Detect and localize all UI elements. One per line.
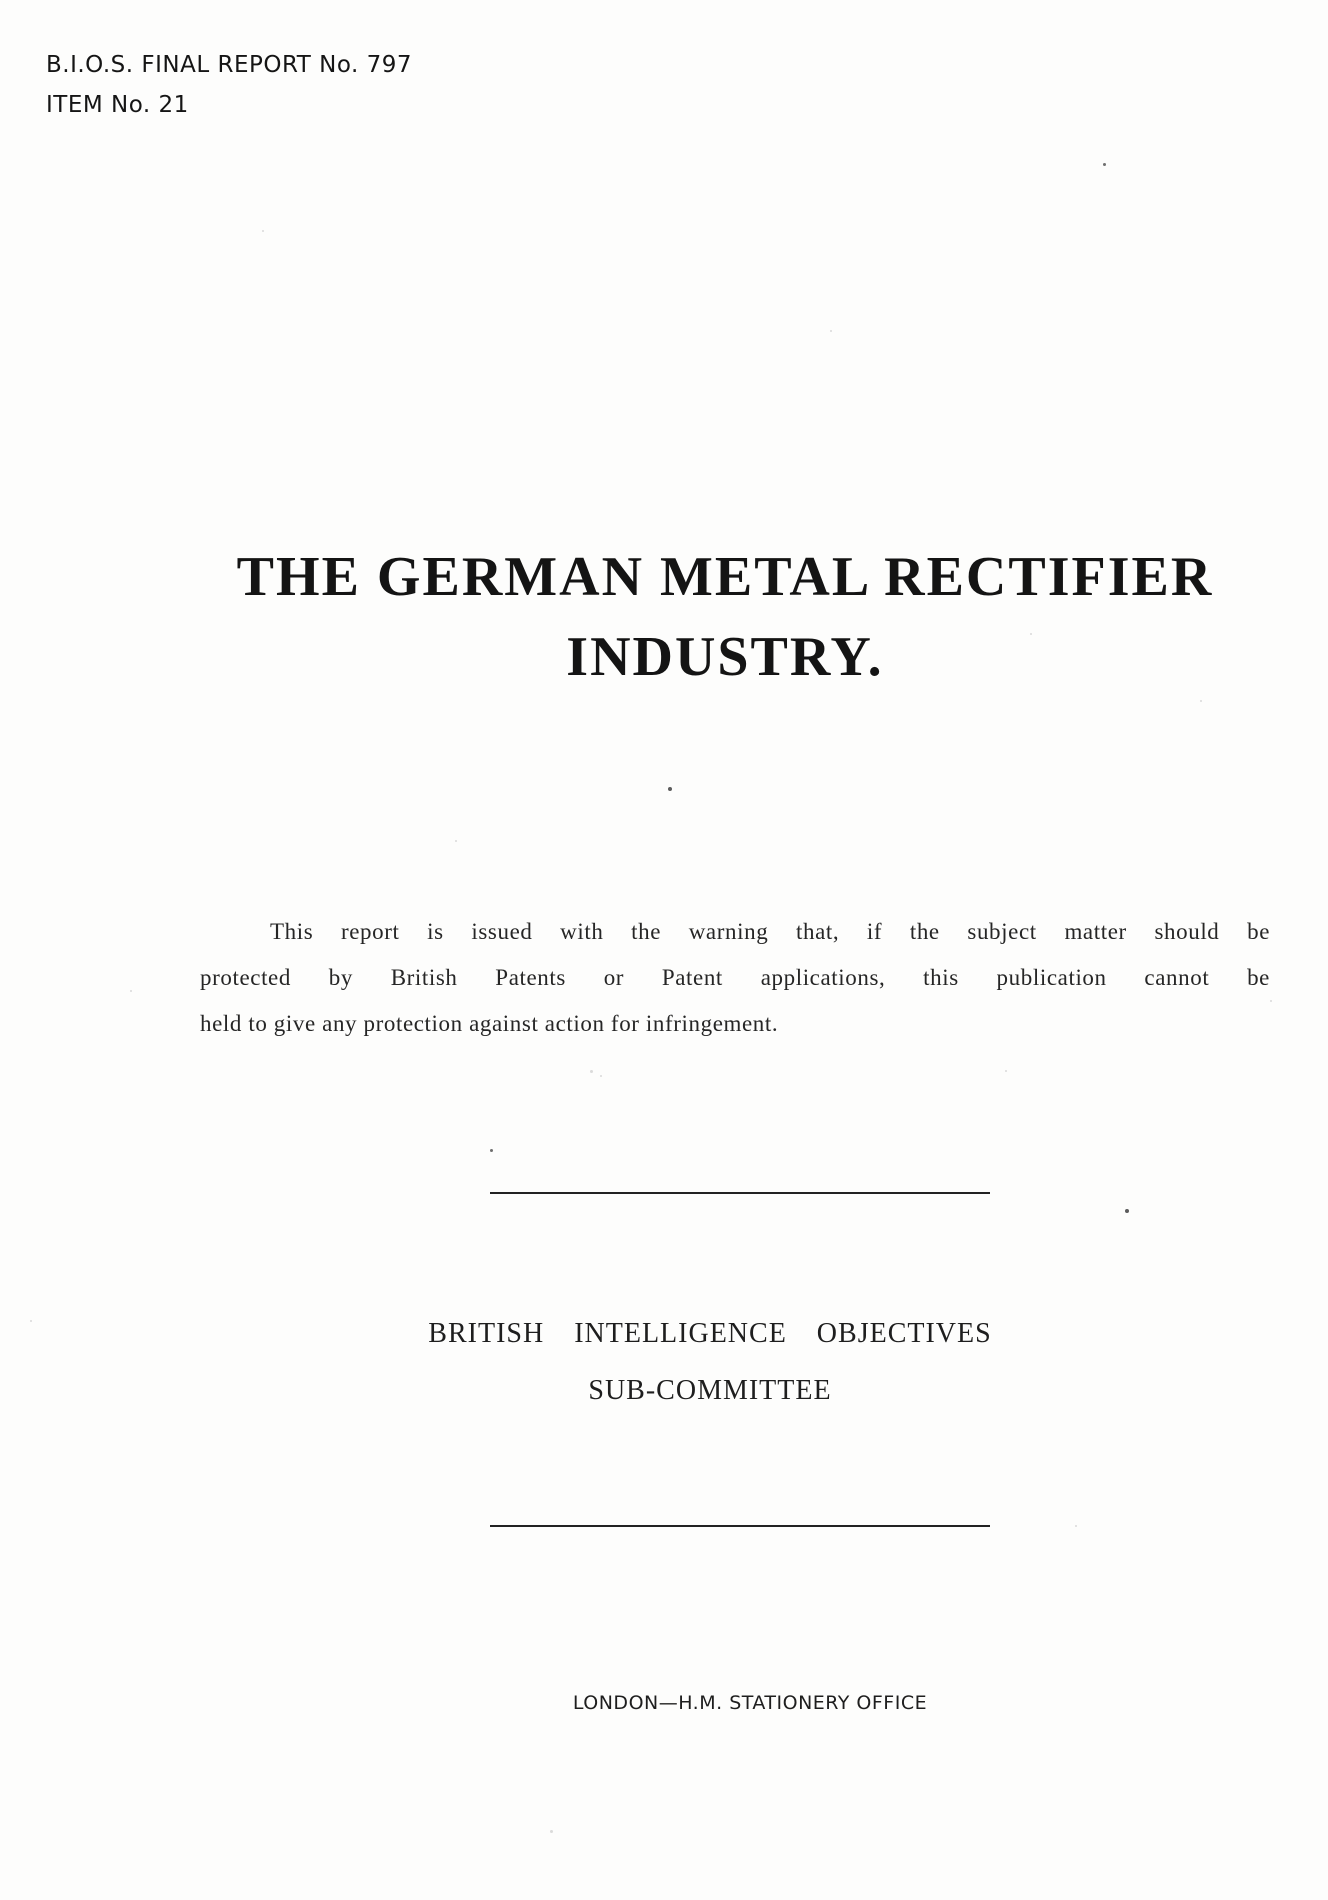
title-line-1: THE GERMAN METAL RECTIFIER	[236, 546, 1214, 608]
report-number: B.I.O.S. FINAL REPORT No. 797	[46, 52, 413, 78]
publisher-imprint: LONDON—H.M. STATIONERY OFFICE	[572, 1692, 928, 1714]
divider-top	[490, 1192, 990, 1194]
warning-line-1: This report is issued with the warning that, if the subject matter should be	[270, 919, 1270, 944]
item-number: ITEM No. 21	[46, 92, 189, 118]
title-line-2: INDUSTRY.	[566, 626, 884, 688]
committee-line-2: SUB-COMMITTEE	[588, 1375, 832, 1406]
divider-bottom	[490, 1525, 990, 1527]
committee-line-1: BRITISH INTELLIGENCE OBJECTIVES	[428, 1318, 992, 1349]
warning-paragraph	[200, 909, 1270, 1047]
warning-line-3: held to give any protection against action for infringement.	[200, 1011, 779, 1036]
warning-line-2: protected by British Patents or Patent applications, this publication cannot be	[200, 965, 1270, 990]
